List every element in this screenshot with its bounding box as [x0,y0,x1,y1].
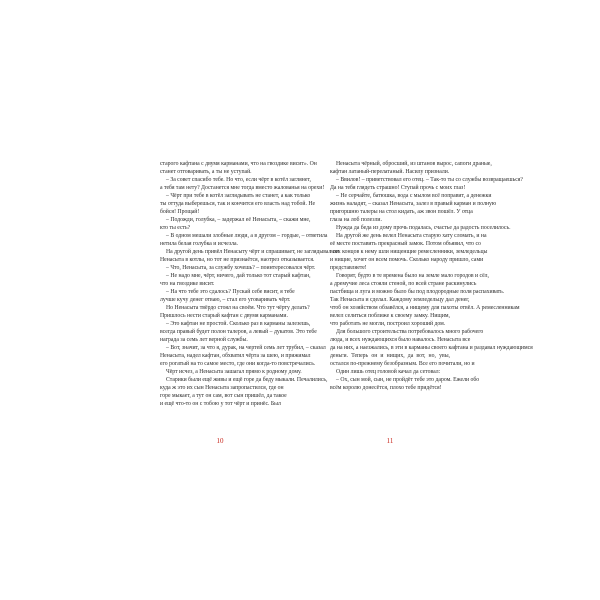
text-line: лучше кучу денег отваю, – стал его уговаривать чёрт. [160,297,291,303]
text-line: – На что тебе это сдалось? Пускай себе висит, я тебе [166,289,295,295]
text-line: и ещё что-то он с тобою у тот чёрт и принёс. Был [160,401,281,407]
text-line: представляете! [330,265,367,271]
text-line: всегда правый будет полон талеров, а левый – дукатов. Это тебе [160,329,317,335]
text-line: его рогатый на то самое место, где они когда-то повстречались. [160,361,316,367]
text-line: нетила белая голубка и исчезла. [160,241,238,247]
text-line: да на них, а наезжались, в эти в карманы своего кафтана и раздавал нуждающимся [330,345,533,351]
text-line: велел селиться поближе к своему замку. Нищим, [330,313,450,319]
text-line: горе мыкает, а тут он сам, вот сын пришёл, да такое [160,393,287,399]
right-page-text [330,160,533,392]
text-line: люда, и всех нуждающихся было навалось. Ненасыта все [330,337,471,343]
text-line: остался по-прежнему безобразным. Все его почитали, но и [330,361,475,367]
text-line: На другой же день велел Ненасыта старую хату сломать, и на [336,233,487,239]
text-line: куда ж это их сын Ненасыта запропастился, где он [160,385,284,391]
text-line: а тебя там нету? Достанется мне тогда вместо жалованья на орехи! [160,185,325,191]
text-line: жизнь наладят, – сказал Ненасыта, залез в правый карман и полную [330,201,497,207]
text-line: пастбища и луга и можно было бы под плодородные поля распахивать. [330,289,505,295]
text-line: Ненасыта, надел кафтан, обхватил чёрта за шею, и прижимал [160,353,311,359]
left-page [160,160,339,590]
text-line: Но Ненасыта твёрдо стоял на своём. Что тут чёрту делать? [166,305,310,311]
left-page-text [160,160,339,408]
text-line: всех концов к нему шли нищенщие ремесленники, земледельцы [330,249,488,255]
text-line: – Чёрт при тебе в котёл заглядывать не станет, а как только [166,193,311,199]
text-line: На другой день привёл Ненасыту чёрт и спрашивает, не заглядывал ли [166,249,339,255]
text-line: глаза на лоб полезли. [330,217,382,223]
text-line: Нужда да беда из дому прочь подалась, счастье да радость поселилось. [336,225,511,231]
right-page [330,160,533,590]
text-line: Старики были ещё живы и ещё горе да беду мыкали. Печалились, [166,377,328,383]
text-line: – Ох, сын мой, сын, не пройдёт тебе это даром. Ежели обо [336,377,480,383]
text-line: кто ты есть? [160,225,191,231]
text-line: – Подожди, голубка, – задержал её Ненасыта, – скажи мне, [166,217,311,223]
text-line: награда за семь лет верной службы. [160,337,248,343]
text-line: станет отговаривать, а ты не уступай. [160,169,252,175]
left-page-number: 10 [216,437,224,445]
text-line: Говорят, будто в те времена было на земле мало городов и сёл, [336,273,489,279]
text-line: – Не надо мне, чёрт, ничего, дай только тот старый кафтан, [166,273,311,279]
text-line: – Ввилов! – приветствовал его отец. – Так-то ты со службы возвращаешься? [336,177,523,183]
text-line: Ненасыта в котлы, но тот не признаётся, наотрез отказывается. [160,257,315,263]
text-line: всём королю донесётся, плохо тебе придётся! [330,385,442,391]
text-line: что работать не могли, построил хороший дом. [330,321,446,327]
text-line: и нищие, хочет он всем помочь. Сколько народу пришло, сами [330,257,484,263]
text-line: деньги. Теперь он и нищих, да вот, но, увы, [330,353,450,359]
text-line: Пришлось нести старый кафтан с двумя карманами. [160,313,288,319]
text-line: – Не серчайте, батюшка, вода с мылом всё поправит, а денежки [336,193,492,199]
text-line: Да на тебя глядеть страшно! Ступай прочь с моих глаз! [330,185,466,191]
text-line: – В одном мешали злобные люди, а в другом – гордые, – ответила [166,233,328,239]
text-line: что на гвоздике висит. [160,281,215,287]
right-page-number: 11 [386,437,394,445]
text-line: – Это кафтан не простой. Сколько раз в карманы залезешь, [166,321,311,327]
text-line: Один лишь отец головой качал да сетовал: [336,369,441,375]
text-line: – Вот, значит, за что я, дурак, на чертей семь лет трубил, – сказал [166,345,326,351]
text-line: чтоб он хозяйством обзавёлся, а нищему для пахоты отвёл. А ремесленникам [330,305,520,311]
text-line: – За совет спасибо тебе. Но что, если чёрт в котёл заглянет, [166,177,311,183]
text-line: а дремучие леса стояли стеной, по всей стране раскинулись [330,281,477,287]
text-line: её месте поставить прекрасный замок. Потом объявил, что со [330,241,481,247]
text-line: бойся! Прощай! [160,209,200,215]
text-line: – Что, Ненасыта, за службу хочешь? – поинтересовался чёрт. [166,265,316,271]
text-line: Для большого строительства потребовалось много рабочего [336,329,484,335]
text-line: Ненасыта чёрный, обросший, из штанов вырос, сапоги драные, [336,161,492,167]
text-line: ты оттуда выберешься, так и кончится его власть над тобой. Не [160,201,316,207]
text-line: старого кафтана с двумя карманами, что на гвоздике висит». Он [160,161,317,167]
text-line: кафтан латаный-перелатаный. Насилу признали. [330,169,450,175]
text-line: пригоршню талеры на стол кидать, аж звон пошёл. У отца [330,209,473,215]
text-line: Чёрт исчез, а Ненасыта зашагал прямо к родному дому. [166,369,302,375]
text-line: Так Ненасыта и сделал. Каждому земледельцу дал денег, [330,297,470,303]
